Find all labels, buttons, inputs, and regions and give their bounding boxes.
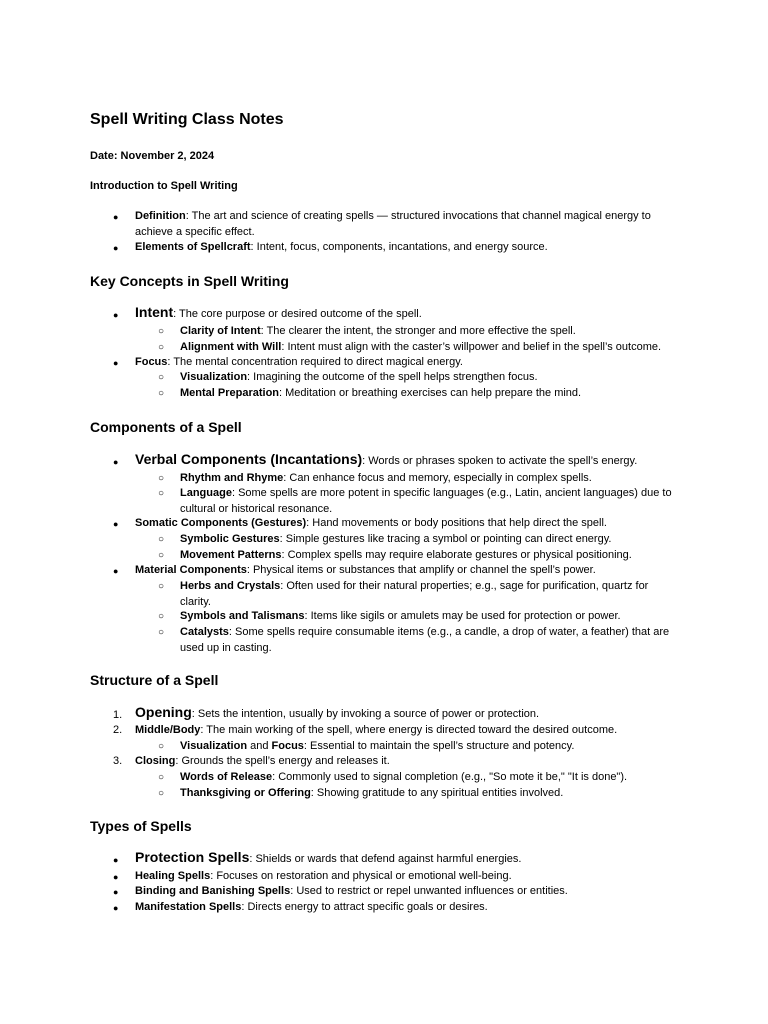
term: Intent [135, 304, 174, 320]
sub-bullet-marker: ○ [158, 372, 165, 383]
term: Binding and Banishing Spells [135, 885, 291, 897]
item-text: : Essential to maintain the spell’s structure and potency. [303, 740, 575, 752]
term: Healing Spells [135, 870, 211, 882]
item-text: : Simple gestures like tracing a symbol or pointing can direct energy. [279, 533, 612, 545]
sub-item-alignment [180, 340, 740, 356]
bullet-marker: ● [113, 310, 119, 320]
bullet-marker: ● [113, 872, 119, 882]
item-text: : Focuses on restoration and physical or emotional well-being. [210, 870, 512, 882]
term: Symbolic Gestures [180, 533, 280, 545]
term: Alignment with Will [180, 341, 282, 353]
term: Words of Release [180, 771, 273, 783]
conjunction: and [247, 740, 272, 752]
item-text: : Physical items or substances that amplify or channel the spell’s power. [246, 564, 596, 576]
item-text: : The main working of the spell, where energy is directed toward the desired outcome. [200, 724, 618, 736]
list-item-material [135, 563, 685, 579]
item-text: : Directs energy to attract specific goals or desires. [241, 901, 488, 913]
list-item-opening [135, 705, 685, 723]
sub-item-visualization [180, 370, 680, 386]
sub-bullet-marker: ○ [158, 342, 165, 353]
term: Movement Patterns [180, 549, 282, 561]
sub-item-mental-prep [180, 386, 680, 402]
item-text: : Sets the intention, usually by invoking a source of power or protection. [191, 708, 540, 720]
item-text: : The art and science of creating spells — structured invocations that channel magical energy to achieve a specific effect. [135, 210, 651, 238]
item-text: : Used to restrict or repel unwanted influences or entities. [290, 885, 568, 897]
list-item-focus [135, 355, 685, 371]
list-item-elements [135, 240, 685, 256]
sub-item-thanksgiving [180, 786, 680, 802]
item-text: : Some spells are more potent in specific languages (e.g., Latin, ancient languages) due to cultural or historical resonance. [180, 487, 672, 515]
term: Visualization [180, 740, 248, 752]
term: Clarity of Intent [180, 325, 261, 337]
item-text: : Some spells require consumable items (e.g., a candle, a drop of water, a feather) that are used up in casting. [180, 626, 670, 654]
sub-item-language [180, 486, 680, 517]
term: Catalysts [180, 626, 229, 638]
item-text: : Showing gratitude to any spiritual entities involved. [310, 787, 564, 799]
item-text: : Hand movements or body positions that help direct the spell. [306, 517, 607, 529]
list-item-middle [135, 723, 685, 739]
sub-bullet-marker: ○ [158, 627, 165, 638]
sub-item-symbols [180, 609, 680, 625]
list-item-healing [135, 869, 685, 885]
sub-bullet-marker: ○ [158, 788, 165, 799]
item-text: : Commonly used to signal completion (e.g., "So mote it be," "It is done"). [272, 771, 628, 783]
term: Thanksgiving or Offering [180, 787, 311, 799]
term: Opening [135, 704, 192, 720]
list-item-closing [135, 754, 685, 770]
document-title: Spell Writing Class Notes [90, 111, 284, 128]
bullet-marker: ● [113, 358, 119, 368]
intro-heading: Introduction to Spell Writing [90, 180, 238, 192]
sub-item-symbolic-gestures [180, 532, 680, 548]
list-item-manifestation [135, 900, 685, 916]
term: Herbs and Crystals [180, 580, 281, 592]
term: Middle/Body [135, 724, 201, 736]
item-text: : Shields or wards that defend against harmful energies. [249, 853, 522, 865]
term: Protection Spells [135, 849, 250, 865]
list-item-intent [135, 305, 685, 323]
item-text: : The mental concentration required to direct magical energy. [167, 356, 463, 368]
term: Definition [135, 210, 186, 222]
item-text: : Grounds the spell’s energy and releases it. [175, 755, 390, 767]
bullet-marker: ● [113, 903, 119, 913]
term: Symbols and Talismans [180, 610, 305, 622]
item-text: : Items like sigils or amulets may be used for protection or power. [304, 610, 621, 622]
term: Visualization [180, 371, 248, 383]
section-heading-structure: Structure of a Spell [90, 672, 219, 688]
sub-item-clarity [180, 324, 680, 340]
term: Somatic Components (Gestures) [135, 517, 307, 529]
list-item-protection [135, 850, 685, 868]
bullet-marker: ● [113, 457, 119, 467]
sub-bullet-marker: ○ [158, 581, 165, 592]
term: Closing [135, 755, 176, 767]
list-number: 3. [113, 755, 123, 767]
term: Elements of Spellcraft [135, 241, 251, 253]
item-text: : Imagining the outcome of the spell helps strengthen focus. [247, 371, 538, 383]
item-text: : Meditation or breathing exercises can help prepare the mind. [279, 387, 582, 399]
list-number: 2. [113, 724, 123, 736]
sub-item-viz-focus [180, 739, 680, 755]
sub-item-herbs [180, 579, 670, 610]
term: Verbal Components (Incantations) [135, 451, 363, 467]
item-text: : The clearer the intent, the stronger and more effective the spell. [260, 325, 576, 337]
sub-bullet-marker: ○ [158, 741, 165, 752]
term: Manifestation Spells [135, 901, 242, 913]
term: Language [180, 487, 232, 499]
sub-item-movement [180, 548, 680, 564]
term: Mental Preparation [180, 387, 280, 399]
list-item-binding [135, 884, 685, 900]
item-text: : Can enhance focus and memory, especially in complex spells. [283, 472, 592, 484]
item-text: : Often used for their natural properties; e.g., sage for purification, quartz for clarity. [180, 580, 649, 608]
term: Focus [271, 740, 304, 752]
sub-item-words-release [180, 770, 680, 786]
section-heading-types: Types of Spells [90, 818, 192, 834]
sub-bullet-marker: ○ [158, 473, 165, 484]
bullet-marker: ● [113, 519, 119, 529]
section-heading-components: Components of a Spell [90, 419, 242, 435]
item-text: : Intent must align with the caster’s willpower and belief in the spell’s outcome. [281, 341, 662, 353]
term: Rhythm and Rhyme [180, 472, 284, 484]
sub-item-catalysts [180, 625, 670, 656]
term: Focus [135, 356, 168, 368]
item-text: : The core purpose or desired outcome of the spell. [173, 308, 422, 320]
document-date: Date: November 2, 2024 [90, 150, 215, 162]
bullet-marker: ● [113, 212, 119, 222]
sub-bullet-marker: ○ [158, 534, 165, 545]
bullet-marker: ● [113, 887, 119, 897]
section-heading-key-concepts: Key Concepts in Spell Writing [90, 273, 289, 289]
list-item-verbal [135, 452, 685, 470]
bullet-marker: ● [113, 855, 119, 865]
sub-bullet-marker: ○ [158, 488, 165, 499]
item-text: : Complex spells may require elaborate gestures or physical positioning. [281, 549, 632, 561]
list-number: 1. [113, 709, 123, 721]
bullet-marker: ● [113, 566, 119, 576]
sub-bullet-marker: ○ [158, 388, 165, 399]
list-item-somatic [135, 516, 685, 532]
sub-bullet-marker: ○ [158, 550, 165, 561]
list-item-definition [135, 209, 685, 240]
sub-bullet-marker: ○ [158, 326, 165, 337]
sub-item-rhythm [180, 471, 680, 487]
item-text: : Words or phrases spoken to activate the spell’s energy. [362, 455, 638, 467]
term: Material Components [135, 564, 247, 576]
sub-bullet-marker: ○ [158, 772, 165, 783]
sub-bullet-marker: ○ [158, 611, 165, 622]
bullet-marker: ● [113, 243, 119, 253]
item-text: : Intent, focus, components, incantations, and energy source. [250, 241, 548, 253]
